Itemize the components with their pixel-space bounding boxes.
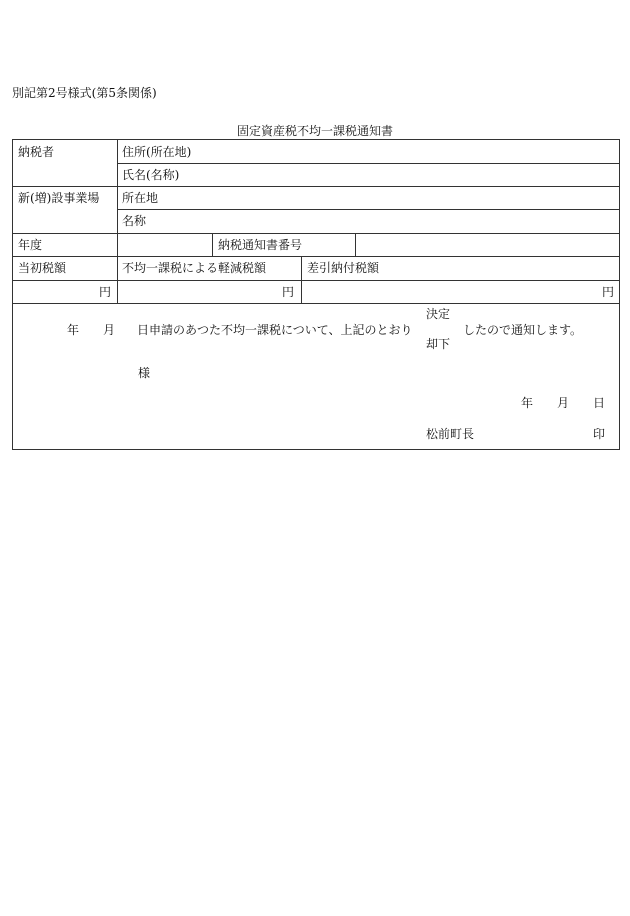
currency-unit: 円	[99, 285, 112, 299]
notice-year-label: 年	[67, 323, 80, 337]
issuer-name: 松前町長	[426, 427, 475, 441]
notice-number-label: 納税通知書番号	[218, 238, 303, 252]
tax-notice-form	[12, 139, 620, 450]
option-reject: 却下	[426, 337, 451, 351]
row-divider	[13, 280, 620, 281]
column-divider	[355, 233, 356, 256]
taxpayer-label: 納税者	[18, 145, 55, 159]
seal-mark: 印	[593, 427, 606, 441]
business-site-location-label: 所在地	[122, 191, 159, 205]
row-divider	[13, 303, 620, 304]
date-year: 年	[521, 396, 534, 410]
option-approve: 決定	[426, 307, 451, 321]
addressee-suffix: 様	[138, 366, 151, 380]
currency-unit: 円	[282, 285, 295, 299]
column-divider	[117, 140, 118, 303]
notice-month-label: 月	[103, 323, 116, 337]
row-divider	[13, 186, 620, 187]
taxpayer-name-label: 氏名(名称)	[122, 168, 180, 182]
form-caption: 別記第2号様式(第5条関係)	[12, 86, 157, 100]
column-divider	[301, 256, 302, 303]
row-divider	[13, 233, 620, 234]
taxpayer-address-label: 住所(所在地)	[122, 145, 192, 159]
notice-suffix-text: したので通知します。	[463, 323, 583, 337]
date-day: 日	[593, 396, 606, 410]
row-divider	[117, 209, 620, 210]
reduction-label: 不均一課税による軽減税額	[122, 261, 267, 275]
form-title: 固定資産税不均一課税通知書	[236, 124, 393, 138]
business-site-name-label: 名称	[122, 214, 147, 228]
column-divider	[212, 233, 213, 256]
notice-body-text: 日申請のあつた不均一課税について、上記のとおり	[137, 323, 413, 337]
row-divider	[13, 256, 620, 257]
row-divider	[117, 163, 620, 164]
net-tax-label: 差引納付税額	[307, 261, 380, 275]
business-site-label: 新(増)設事業場	[18, 191, 100, 205]
initial-tax-label: 当初税額	[18, 261, 67, 275]
fiscal-year-label: 年度	[18, 238, 43, 252]
date-month: 月	[557, 396, 570, 410]
currency-unit: 円	[602, 285, 615, 299]
